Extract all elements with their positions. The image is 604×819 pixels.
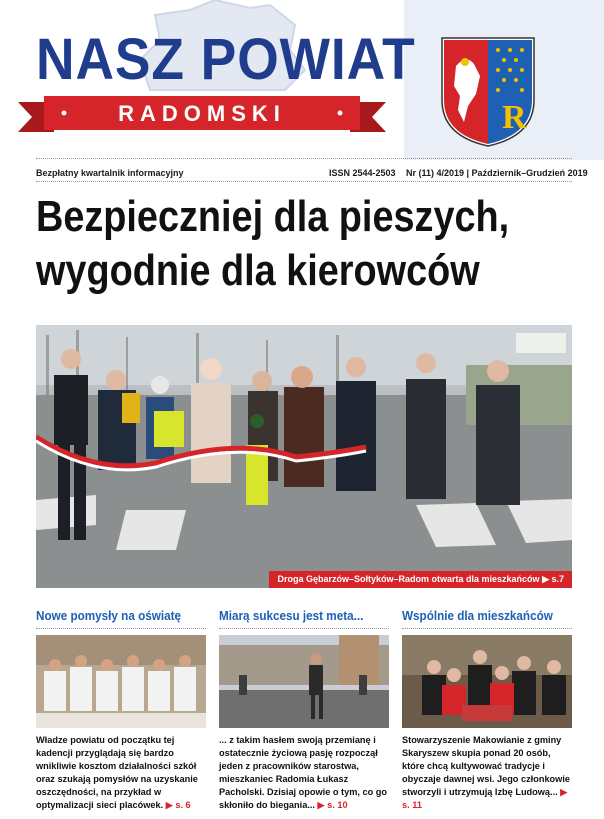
info-line (36, 164, 588, 180)
coat-of-arms-icon (440, 36, 536, 148)
article-text: Stowarzyszenie Makowianie z gminy Skaryszew skupia ponad 20 osób, które chcą kultywować tradycje i obyczaje dawnej wsi. Jego członkowie stworzyli i utrzymują Izbę Ludową... ▶ s. 11 (402, 735, 570, 810)
article-photo (219, 635, 389, 728)
page-reference-link[interactable]: ▶ s. 6 (165, 800, 191, 810)
article-text: Władze powiatu od początku tej kadencji przyglądają się bardzo wnikliwie kosztom działalności szkół oraz szukają pomysłów na uzyskanie oszczędności, na przykład w optymalizacji sieci placówek. ▶ s. 6 (36, 735, 198, 810)
masthead (0, 0, 604, 160)
divider (36, 628, 206, 629)
main-headline (36, 190, 510, 298)
article-column-3 (402, 608, 572, 812)
newspaper-subtitle: RADOMSKI (118, 101, 286, 126)
publication-type: Bezpłatny kwartalnik informacyjny (36, 168, 184, 178)
headline-line-2: wygodnie dla kierowców (36, 246, 480, 295)
article-title[interactable]: Miarą sukcesu jest meta... (219, 608, 364, 623)
issue-number: Nr (11) 4/2019 | Październik–Grudzień 2019 (406, 168, 588, 178)
article-column-1 (36, 608, 206, 812)
divider (219, 628, 389, 629)
article-photo (36, 635, 206, 728)
main-photo (36, 325, 572, 588)
coat-of-arms-letter: R (502, 99, 527, 136)
play-arrow-icon: ▶ (542, 574, 552, 584)
main-photo-caption: Droga Gębarzów–Sołtyków–Radom otwarta dla mieszkańców ▶ s.7 (269, 571, 572, 588)
page-reference: s.7 (551, 574, 564, 584)
newspaper-title: NASZ POWIAT (36, 27, 416, 92)
article-column-2 (219, 608, 389, 812)
divider (36, 181, 572, 182)
article-title[interactable]: Nowe pomysły na oświatę (36, 608, 181, 623)
divider (402, 628, 572, 629)
issn: ISSN 2544-2503 (329, 168, 396, 178)
page-reference-link[interactable]: ▶ s. 10 (317, 800, 348, 810)
page-reference-link[interactable]: ▶ s. 11 (402, 787, 568, 810)
article-photo (402, 635, 572, 728)
headline-line-1: Bezpieczniej dla pieszych, (36, 192, 510, 241)
article-title[interactable]: Wspólnie dla mieszkańców (402, 608, 553, 623)
ribbon-cutting-illustration (36, 325, 572, 588)
article-text: ... z takim hasłem swoją przemianę i ostatecznie życiową pasję rozpoczął jeden z pracowników starostwa, mieszkaniec Radomia Łukasz Pacholski. Dzisiaj opowie o tym, co go skłoniło do biegania... ▶ s. 10 (219, 735, 387, 810)
divider (36, 158, 572, 159)
